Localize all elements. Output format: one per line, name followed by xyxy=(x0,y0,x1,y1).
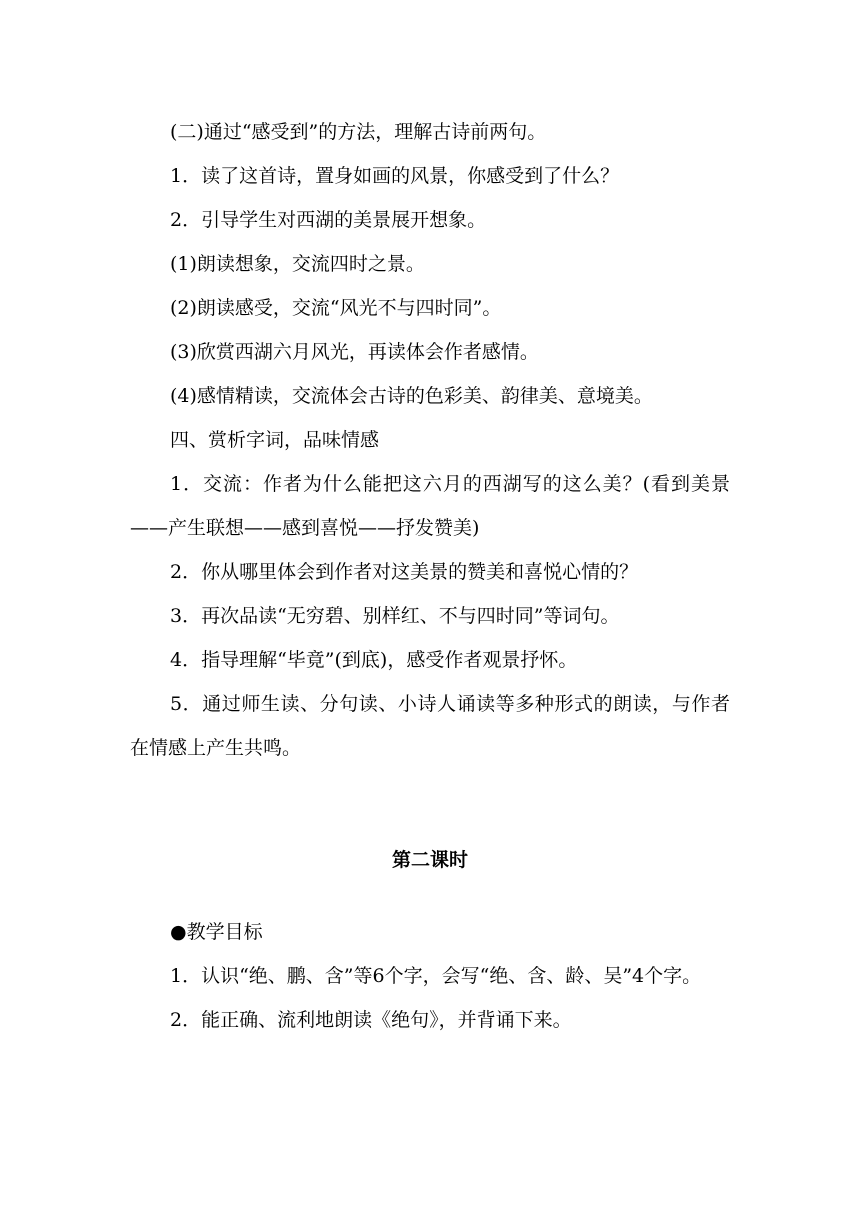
paragraph: (3)欣赏西湖六月风光，再读体会作者感情。 xyxy=(170,341,539,363)
paragraph: 1．读了这首诗，置身如画的风景，你感受到了什么？ xyxy=(170,165,620,187)
section-gap xyxy=(130,770,730,838)
section-heading-four: 四、赏析字词，品味情感 xyxy=(170,429,380,451)
paragraph: 1．交流：作者为什么能把这六月的西湖写的这么美？(看到美景——产生联想——感到喜悦——抒发赞美) xyxy=(130,473,730,539)
paragraph: (2)朗读感受，交流“风光不与四时同”。 xyxy=(170,297,502,319)
paragraph: (4)感情精读，交流体会古诗的色彩美、韵律美、意境美。 xyxy=(170,385,653,407)
paragraph: 1．认识“绝、鹏、含”等6个字，会写“绝、含、龄、吴”4个字。 xyxy=(170,965,702,987)
paragraph: (1)朗读想象，交流四时之景。 xyxy=(170,253,425,275)
paragraph: 3．再次品读“无穷碧、别样红、不与四时同”等词句。 xyxy=(170,605,620,627)
teaching-goals-label: ●教学目标 xyxy=(170,921,263,943)
heading-gap xyxy=(130,882,730,910)
lesson-heading: 第二课时 xyxy=(391,849,468,871)
paragraph: (二)通过“感受到”的方法，理解古诗前两句。 xyxy=(170,121,547,143)
paragraph: 2．引导学生对西湖的美景展开想象。 xyxy=(170,209,487,231)
paragraph: 4．指导理解“毕竟”(到底)，感受作者观景抒怀。 xyxy=(170,649,578,671)
paragraph: 2．你从哪里体会到作者对这美景的赞美和喜悦心情的？ xyxy=(170,561,639,583)
document-body xyxy=(130,110,730,1042)
paragraph: 5．通过师生读、分句读、小诗人诵读等多种形式的朗读，与作者在情感上产生共鸣。 xyxy=(130,693,730,759)
paragraph: 2．能正确、流利地朗读《绝句》，并背诵下来。 xyxy=(170,1009,572,1031)
